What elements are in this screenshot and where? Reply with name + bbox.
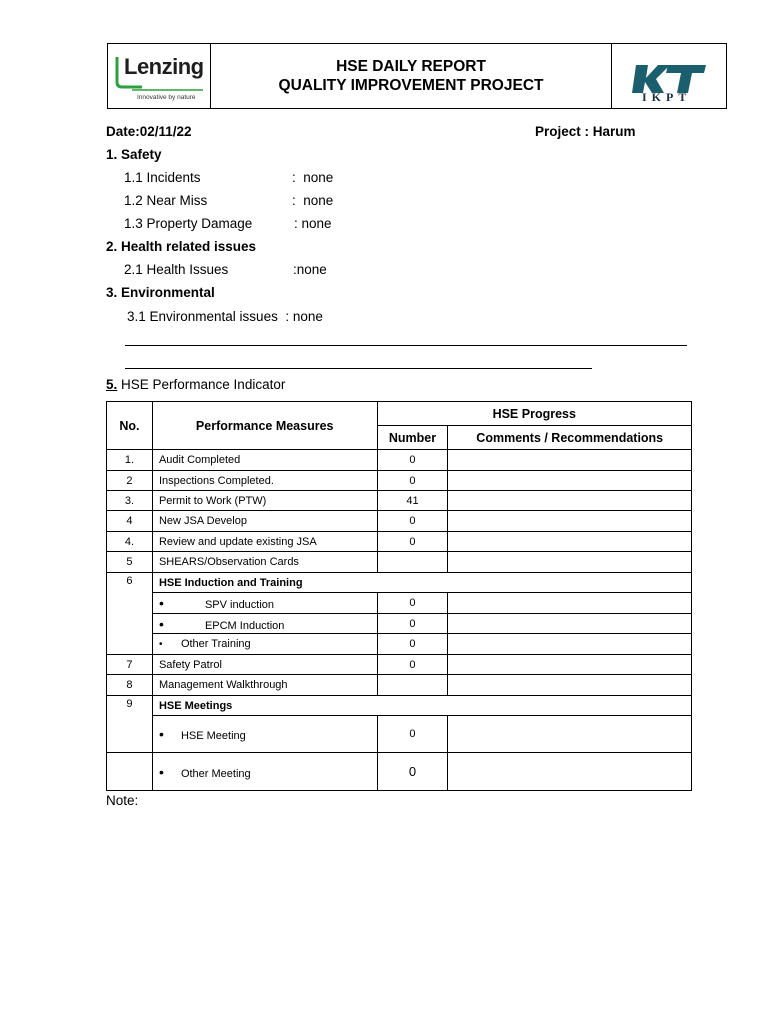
- row-no: 1.: [107, 450, 153, 471]
- performance-table: [106, 401, 692, 791]
- lenzing-logo: [108, 44, 211, 108]
- row-comment: [448, 655, 692, 675]
- near-miss-value: : none: [292, 193, 334, 208]
- title-line-2: QUALITY IMPROVEMENT PROJECT: [278, 77, 544, 94]
- row-comment: [448, 471, 692, 491]
- row-measure: Management Walkthrough: [152, 675, 377, 696]
- table-row: [107, 573, 692, 593]
- incidents-label: 1.1 Incidents: [124, 170, 201, 185]
- ikpt-logo: [611, 44, 726, 108]
- row-no: 9: [107, 696, 153, 753]
- row-number: 41: [377, 491, 448, 511]
- table-row: [107, 471, 692, 491]
- row-measure: Permit to Work (PTW): [152, 491, 377, 511]
- lenzing-tagline: Innovative by nature: [137, 94, 196, 101]
- row-measure: New JSA Develop: [152, 511, 377, 532]
- row-measure: • SPV induction: [152, 593, 377, 614]
- section-environmental: 3. Environmental: [106, 285, 215, 300]
- title-line-1: HSE DAILY REPORT: [336, 58, 486, 75]
- row-measure: Review and update existing JSA: [152, 532, 377, 552]
- header-performance-measures: Performance Measures: [152, 402, 377, 450]
- environmental-issues: 3.1 Environmental issues : none: [127, 309, 323, 324]
- header-hse-progress: HSE Progress: [377, 402, 692, 426]
- row-measure: • Other Meeting: [152, 753, 377, 791]
- row-comment: [448, 450, 692, 471]
- lenzing-wordmark: Lenzing: [124, 54, 204, 79]
- report-header: [107, 43, 727, 109]
- bullet-icon: •: [158, 615, 164, 632]
- row-comment: [448, 491, 692, 511]
- row-number: 0: [377, 716, 448, 753]
- row-number: 0: [377, 634, 448, 655]
- row-no: [107, 753, 153, 791]
- row-no: 3.: [107, 491, 153, 511]
- row-measure: • Other Training: [152, 634, 377, 655]
- indicator-title: HSE Performance Indicator: [117, 377, 286, 392]
- row-number: 0: [377, 753, 448, 791]
- report-title: [211, 44, 611, 108]
- note-label: Note:: [106, 793, 139, 808]
- row-comment: [448, 532, 692, 552]
- bullet-icon: •: [158, 639, 163, 650]
- row-no: 4: [107, 511, 153, 532]
- row-no: 8: [107, 675, 153, 696]
- row-comment: [448, 634, 692, 655]
- table-row: [107, 532, 692, 552]
- row-no: 2: [107, 471, 153, 491]
- property-damage-value: : none: [294, 216, 332, 231]
- table-row: [107, 634, 692, 655]
- header-no: No.: [107, 402, 153, 450]
- row-measure: Inspections Completed.: [152, 471, 377, 491]
- row-measure: Audit Completed: [152, 450, 377, 471]
- table-row: [107, 716, 692, 753]
- table-row: [107, 753, 692, 791]
- project-name: Project : Harum: [535, 124, 636, 139]
- row-no: 6: [107, 573, 153, 655]
- health-issues-label: 2.1 Health Issues: [124, 262, 229, 277]
- row-comment: [448, 511, 692, 532]
- bullet-icon: •: [158, 595, 164, 611]
- divider-line: [125, 368, 592, 369]
- table-row: [107, 655, 692, 675]
- ikpt-wordmark: IKPT: [642, 90, 692, 104]
- table-row: [107, 491, 692, 511]
- row-no: 5: [107, 552, 153, 573]
- row-measure: • HSE Meeting: [152, 716, 377, 753]
- header-number: Number: [377, 426, 448, 450]
- header-comments: Comments / Recommendations: [448, 426, 692, 450]
- row-comment: [448, 552, 692, 573]
- indicator-heading: [106, 377, 285, 392]
- row-number: 0: [377, 655, 448, 675]
- table-row: [107, 450, 692, 471]
- row-comment: [448, 593, 692, 614]
- table-row: [107, 696, 692, 716]
- incidents-value: : none: [292, 170, 334, 185]
- row-measure: Safety Patrol: [152, 655, 377, 675]
- row-number: 0: [377, 593, 448, 614]
- table-row: [107, 614, 692, 634]
- row-number: 0: [377, 450, 448, 471]
- divider-line: [125, 345, 687, 346]
- table-row: [107, 675, 692, 696]
- row-number: [377, 675, 448, 696]
- row-comment: [448, 614, 692, 634]
- bullet-icon: •: [158, 763, 164, 780]
- bullet-icon: •: [158, 726, 164, 742]
- row-group-heading: HSE Induction and Training: [152, 573, 691, 593]
- indicator-number: 5.: [106, 377, 118, 392]
- property-damage-label: 1.3 Property Damage: [124, 216, 253, 231]
- near-miss-label: 1.2 Near Miss: [124, 193, 208, 208]
- table-row: [107, 511, 692, 532]
- row-comment: [448, 675, 692, 696]
- health-issues-value: :none: [293, 262, 327, 277]
- row-number: 0: [377, 614, 448, 634]
- row-comment: [448, 716, 692, 753]
- row-no: 4.: [107, 532, 153, 552]
- table-row: [107, 593, 692, 614]
- row-number: [377, 552, 448, 573]
- row-number: 0: [377, 471, 448, 491]
- section-health: 2. Health related issues: [106, 239, 257, 254]
- row-measure: SHEARS/Observation Cards: [152, 552, 377, 573]
- row-group-heading: HSE Meetings: [152, 696, 691, 716]
- row-no: 7: [107, 655, 153, 675]
- row-number: 0: [377, 511, 448, 532]
- row-comment: [448, 753, 692, 791]
- row-measure: • EPCM Induction: [152, 614, 377, 634]
- row-number: 0: [377, 532, 448, 552]
- report-date: Date:02/11/22: [106, 124, 192, 139]
- section-safety: 1. Safety: [106, 147, 162, 162]
- table-row: [107, 552, 692, 573]
